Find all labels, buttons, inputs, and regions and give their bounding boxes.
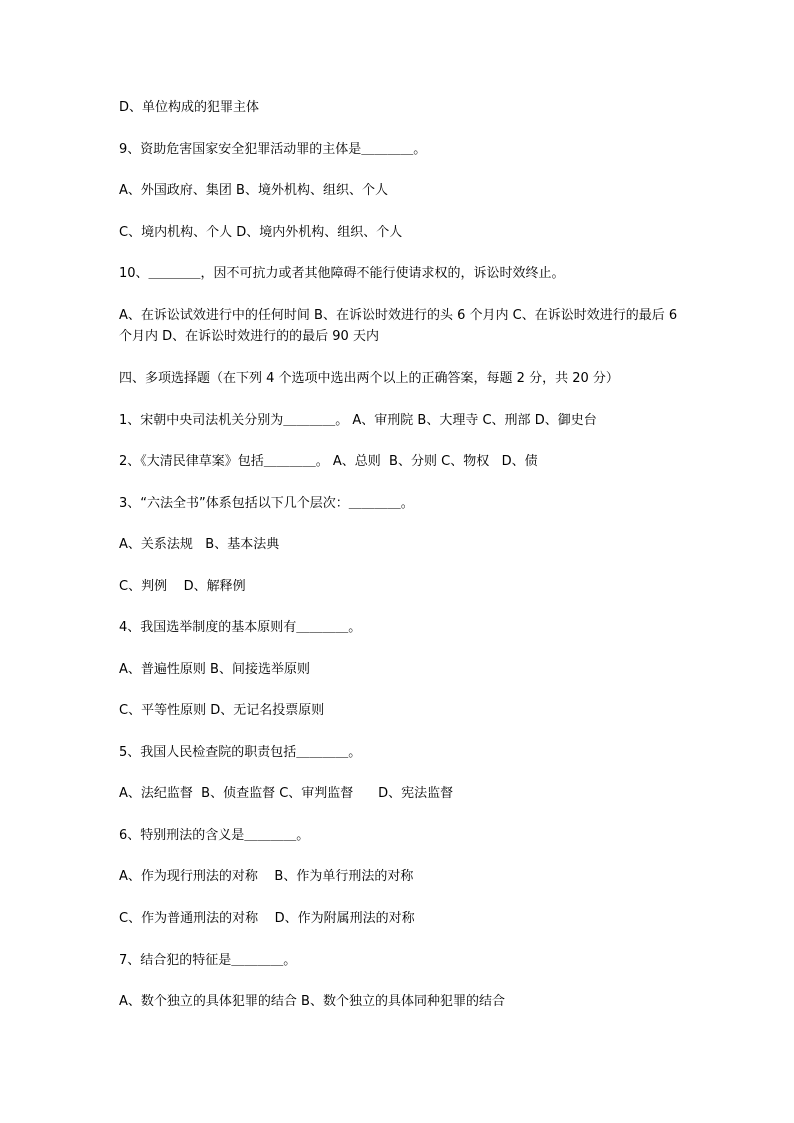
- section-heading-multiple-choice: 四、多项选择题（在下列 4 个选项中选出两个以上的正确答案，每题 2 分，共 20 分）: [119, 371, 619, 386]
- mc-options-6-cd: C、作为普通刑法的对称 D、作为附属刑法的对称: [119, 911, 415, 926]
- option-line-8d: D、单位构成的犯罪主体: [119, 100, 260, 115]
- question-10: 10、＿＿＿＿，因不可抗力或者其他障碍不能行使请求权的，诉讼时效终止。: [119, 266, 565, 281]
- mc-question-1: 1、宋朝中央司法机关分别为＿＿＿＿。 A、审刑院 B、大理寺 C、刑部 D、御史台: [119, 413, 597, 428]
- mc-options-7-ab: A、数个独立的具体犯罪的结合 B、数个独立的具体同种犯罪的结合: [119, 994, 505, 1009]
- mc-question-3: 3、“六法全书”体系包括以下几个层次：＿＿＿＿。: [119, 496, 414, 511]
- mc-question-5: 5、我国人民检查院的职责包括＿＿＿＿。: [119, 745, 362, 760]
- options-9-cd: C、境内机构、个人 D、境内外机构、组织、个人: [119, 225, 403, 240]
- mc-question-2: 2、《大清民律草案》包括＿＿＿＿。 A、总则 B、分则 C、物权 D、债: [119, 454, 538, 469]
- mc-options-3-cd: C、判例 D、解释例: [119, 579, 246, 594]
- mc-options-6-ab: A、作为现行刑法的对称 B、作为单行刑法的对称: [119, 869, 414, 884]
- options-9-ab: A、外国政府、集团 B、境外机构、组织、个人: [119, 183, 388, 198]
- mc-options-4-ab: A、普遍性原则 B、间接选举原则: [119, 662, 310, 677]
- mc-options-4-cd: C、平等性原则 D、无记名投票原则: [119, 703, 325, 718]
- mc-question-7: 7、结合犯的特征是＿＿＿＿。: [119, 953, 297, 968]
- mc-question-4: 4、我国选举制度的基本原则有＿＿＿＿。: [119, 620, 362, 635]
- options-10: A、在诉讼试效进行中的任何时间 B、在诉讼时效进行的头 6 个月内 C、在诉讼时效进行的最后 6 个月内 D、在诉讼时效进行的的最后 90 天内: [119, 308, 682, 344]
- question-9: 9、资助危害国家安全犯罪活动罪的主体是＿＿＿＿。: [119, 142, 427, 157]
- mc-question-6: 6、特别刑法的含义是＿＿＿＿。: [119, 828, 310, 843]
- mc-options-5: A、法纪监督 B、侦查监督 C、审判监督 D、宪法监督: [119, 786, 454, 801]
- mc-options-3-ab: A、关系法规 B、基本法典: [119, 537, 280, 552]
